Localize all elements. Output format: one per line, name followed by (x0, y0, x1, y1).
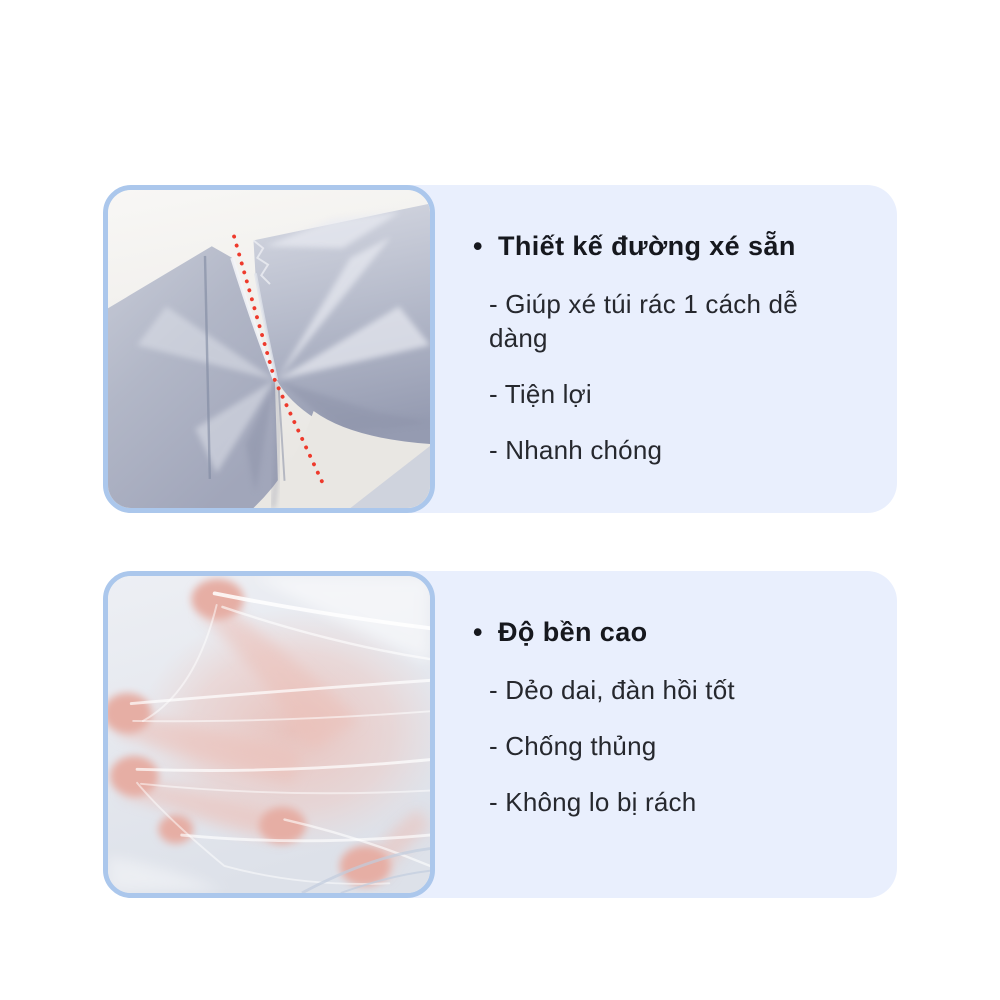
bullet-icon: • (473, 617, 483, 647)
feature-point: - Dẻo dai, đàn hồi tốt (489, 675, 735, 705)
feature-copy (473, 615, 883, 819)
feature-point: - Giúp xé túi rác 1 cách dễ dàng (489, 289, 798, 353)
feature-card-durability (103, 571, 897, 898)
feature-point: - Không lo bị rách (489, 787, 697, 817)
feature-title: Thiết kế đường xé sẵn (498, 231, 796, 261)
feature-point: - Chống thủng (489, 731, 657, 761)
torn-bag-illustration (108, 190, 430, 508)
stretched-bag-photo (103, 571, 435, 898)
feature-heading-row (473, 229, 883, 263)
feature-heading-row (473, 615, 883, 649)
bullet-icon: • (473, 231, 483, 261)
torn-bag-photo (103, 185, 435, 513)
feature-point: - Tiện lợi (489, 379, 592, 409)
stretched-bag-illustration (108, 576, 430, 893)
feature-card-tear-design (103, 185, 897, 513)
feature-point: - Nhanh chóng (489, 435, 663, 465)
feature-title: Độ bền cao (498, 617, 648, 647)
feature-copy (473, 229, 883, 467)
